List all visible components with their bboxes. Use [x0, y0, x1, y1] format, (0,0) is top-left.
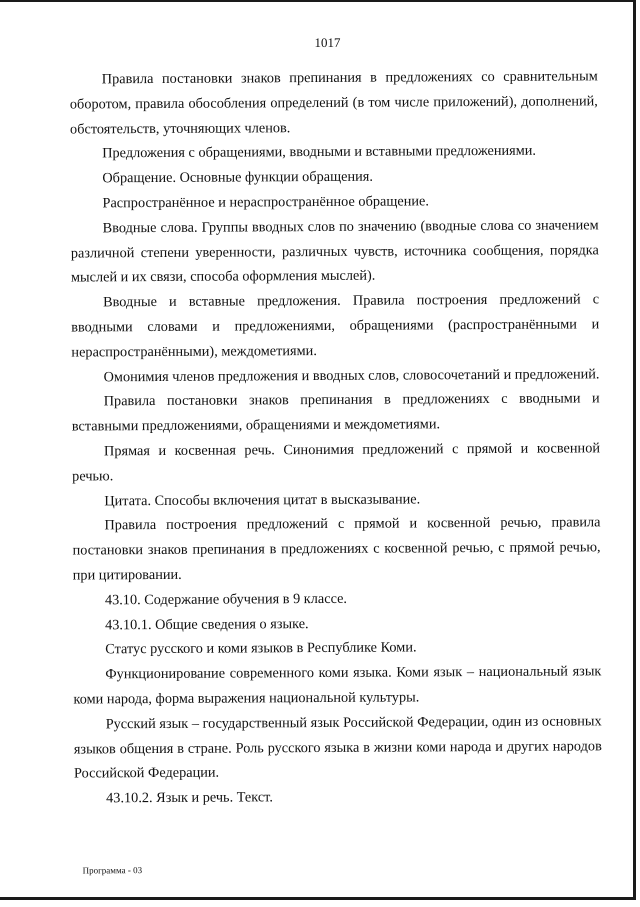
paragraph: Правила постановки знаков препинания в предложениях со сравнительным оборотом, правила обособления определений (в том числе приложений), дополнений, обстоятельств, уточняющих членов. — [69, 68, 598, 138]
subsection-heading: 43.10.2. Язык и речь. Текст. — [106, 789, 273, 807]
paragraph: Вводные и вставные предложения. Правила построения предложений с вводными словами и предложениями, обращениями (распространёнными и нераспространёнными), междометиями. — [71, 291, 600, 361]
paragraph: Правила постановки знаков препинания в предложениях с вводными и вставными предложениями, обращениями и междометиями. — [71, 390, 600, 435]
paragraph: Омонимия членов предложения и вводных слов, словосочетаний и предложений. — [103, 365, 600, 385]
paragraph: Вводные слова. Группы вводных слов по значению (вводные слова со значением различной степени уверенности, различных чувств, источника сообщения, порядка мыслей и их связи, способа оформления мыслей). — [70, 217, 599, 286]
body-text — [70, 64, 603, 811]
paragraph: Функционирование современного коми языка. Коми язык – национальный язык коми народа, форма выражения национальной культуры. — [73, 663, 602, 708]
page-number: 1017 — [314, 34, 341, 51]
paragraph: Цитата. Способы включения цитат в высказывание. — [104, 490, 421, 509]
paragraph: Русский язык – государственный язык Российской Федерации, один из основных языков общения в стране. Роль русского языка в жизни коми народа и других народов Российской Федерации. — [73, 713, 602, 782]
section-heading: 43.10. Содержание обучения в 9 классе. — [104, 590, 348, 609]
paragraph: Предложения с обращениями, вводными и вставными предложениями. — [102, 143, 537, 162]
subsection-heading: 43.10.1. Общие сведения о языке. — [105, 615, 309, 633]
paragraph: Прямая и косвенная речь. Синонимия предложений с прямой и косвенной речью. — [72, 440, 601, 485]
paragraph: Распространённое и нераспространённое обращение. — [102, 193, 429, 212]
paragraph: Правила построения предложений с прямой и косвенной речью, правила постановки знаков препинания в предложениях с косвенной речью, с прямой речью, при цитировании. — [72, 514, 601, 584]
paragraph: Обращение. Основные функции обращения. — [102, 168, 373, 187]
footer-label: Программа - 03 — [82, 865, 143, 876]
paragraph: Статус русского и коми языков в Республике Коми. — [105, 639, 417, 658]
